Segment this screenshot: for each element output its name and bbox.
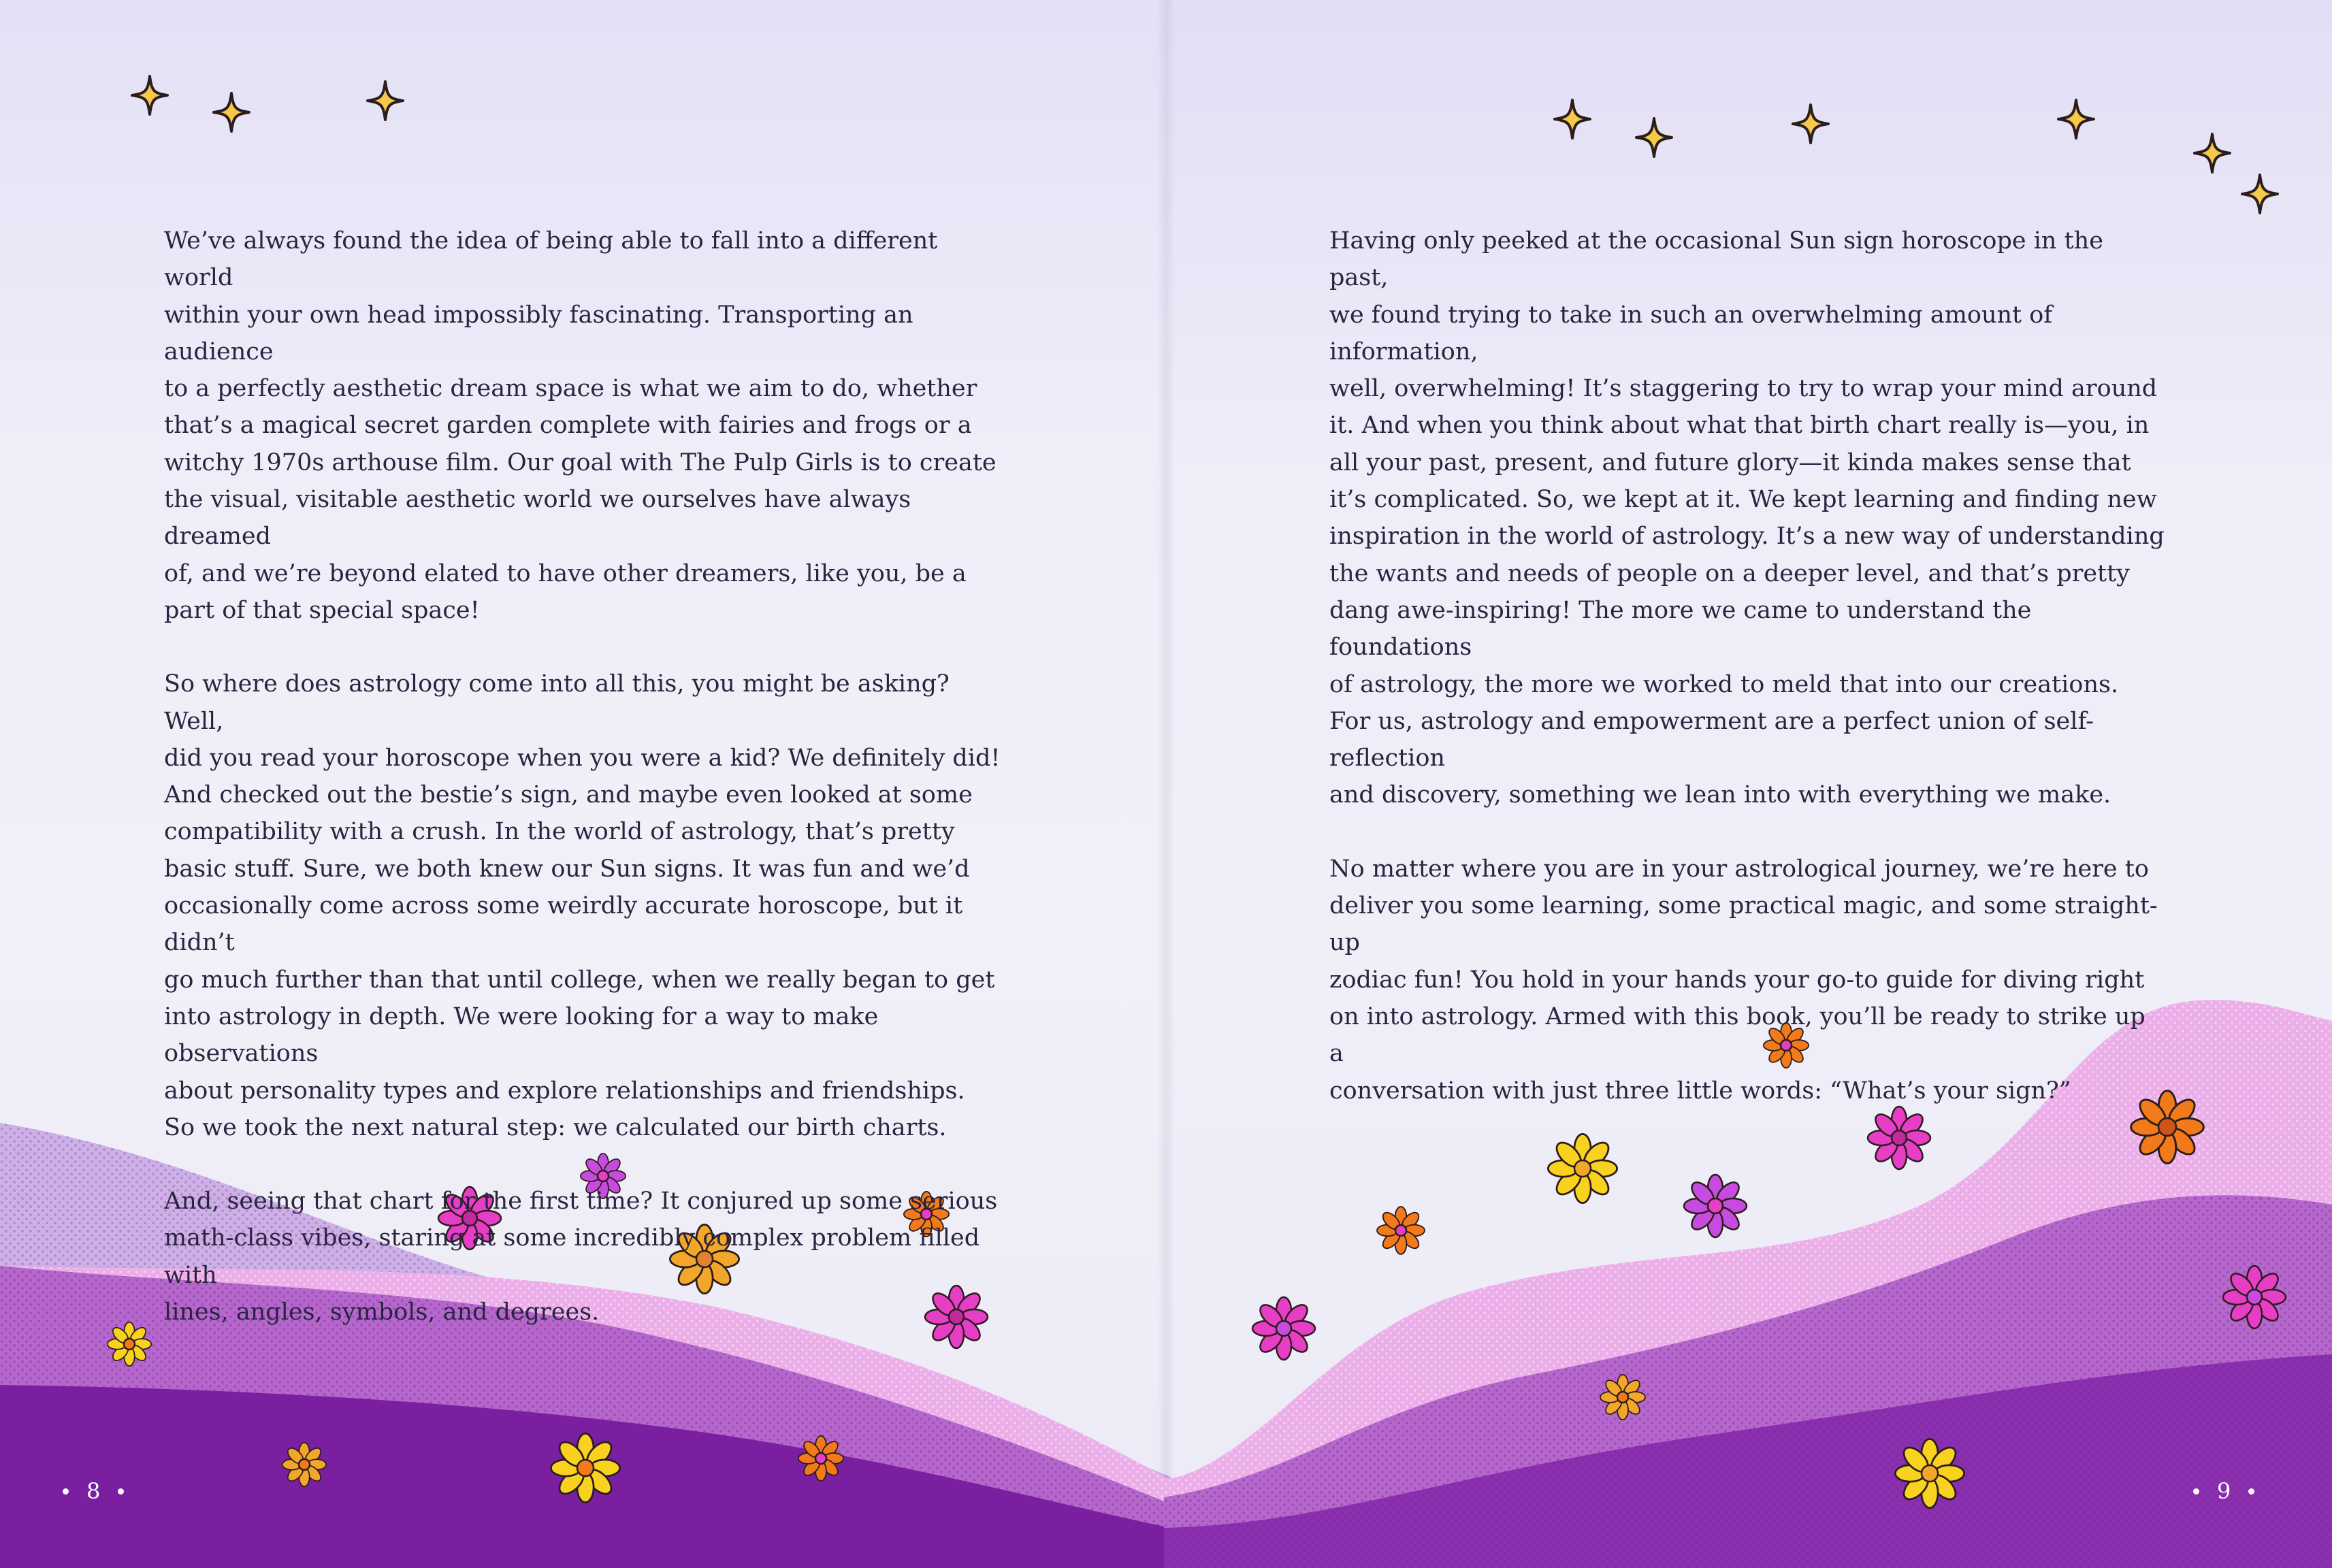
paragraph: So where does astrology come into all this, you might be asking? Well, did you read your horoscope when you were a kid? We definitely did! And checked out the bestie’s sign, and maybe even looked at some compatibility with a crush. In the world of astrology, that’s pretty basic stuff. Sure, we both knew our Sun signs. It was fun and we’d occasionally come across some weirdly accurate horoscope, but it didn’t go much further than that until college, when we really began to get into astrology in depth. We were looking for a way to make observations about personality types and explore relationships and friendships. So we took the next natural step: we calculated our birth charts. — [164, 670, 1001, 1141]
page-number: 8 — [86, 1478, 101, 1504]
bullet-dot-icon — [63, 1488, 69, 1494]
bullet-dot-icon — [2193, 1488, 2199, 1494]
daisy-flower-icon — [798, 1436, 843, 1481]
page-number-right — [2193, 1478, 2254, 1504]
paragraph: We’ve always found the idea of being able to fall into a different world within your own head impossibly fascinating. Transporting an audience to a perfectly aesthetic dream space is what we aim to do, whether that’s a magical secret garden complete with fairies and frogs or a witchy 1970s arthouse film. Our goal with The Pulp Girls is to create the visual, visitable aesthetic world we ourselves have always dreamed of, and we’re beyond elated to have other dreamers, like you, be a part of that special space! — [164, 227, 997, 624]
sparkle-star-icon — [1636, 118, 1672, 157]
left-page-body — [164, 223, 1001, 1367]
sparkle-star-icon — [214, 93, 249, 131]
paragraph: Having only peeked at the occasional Sun sign horoscope in the past, we found trying to take in such an overwhelming amount of information, well, overwhelming! It’s staggering to try to wrap your mind around it. And when you think about what that birth chart really is—you, in all your past, present, and future glory—it kinda makes sense that it’s complicated. So, we kept at it. We kept learning and finding new inspiration in the world of astrology. It’s a new way of understanding the wants and needs of people on a deeper level, and that’s pretty dang awe-inspiring! The more we came to understand the foundations of astrology, the more we worked to meld that into our creations. For us, astrology and empowerment are a perfect union of self-reflection and discovery, something we lean into with everything we make. — [1329, 227, 2165, 809]
sparkle-star-icon — [132, 76, 167, 114]
stars-left — [132, 76, 403, 131]
daisy-flower-icon — [551, 1433, 619, 1502]
bullet-dot-icon — [118, 1488, 124, 1494]
daisy-flower-icon — [1895, 1439, 1964, 1507]
sparkle-star-icon — [2058, 100, 2094, 138]
daisy-flower-icon — [1600, 1375, 1645, 1420]
daisy-flower-icon — [282, 1443, 326, 1486]
paragraph: No matter where you are in your astrological journey, we’re here to deliver you some learning, some practical magic, and some straight-up zodiac fun! You hold in your hands your go-to guide for diving right on into astrology. Armed with this book, you’ll be ready to strike up a conversation with just three little words: “What’s your sign?” — [1329, 855, 2158, 1105]
daisy-flower-icon — [1252, 1297, 1315, 1360]
daisy-flower-icon — [1684, 1175, 1747, 1237]
sparkle-star-icon — [1555, 100, 1590, 138]
daisy-flower-icon — [1377, 1207, 1425, 1254]
page-number-left — [63, 1478, 124, 1504]
sparkle-star-icon — [368, 82, 403, 120]
right-page-body — [1329, 223, 2167, 1146]
sparkle-star-icon — [2195, 134, 2230, 172]
daisy-flower-icon — [108, 1322, 151, 1366]
sparkle-star-icon — [2242, 175, 2278, 213]
sparkle-star-icon — [1793, 105, 1828, 143]
bullet-dot-icon — [2248, 1488, 2254, 1494]
paragraph: And, seeing that chart for the first time? It conjured up some serious math-class vibes, staring at some incredibly complex problem filled with lines, angles, symbols, and degrees. — [164, 1188, 998, 1326]
daisy-flower-icon — [2223, 1266, 2286, 1328]
page-number: 9 — [2217, 1478, 2231, 1504]
stars-right — [1555, 100, 2278, 213]
